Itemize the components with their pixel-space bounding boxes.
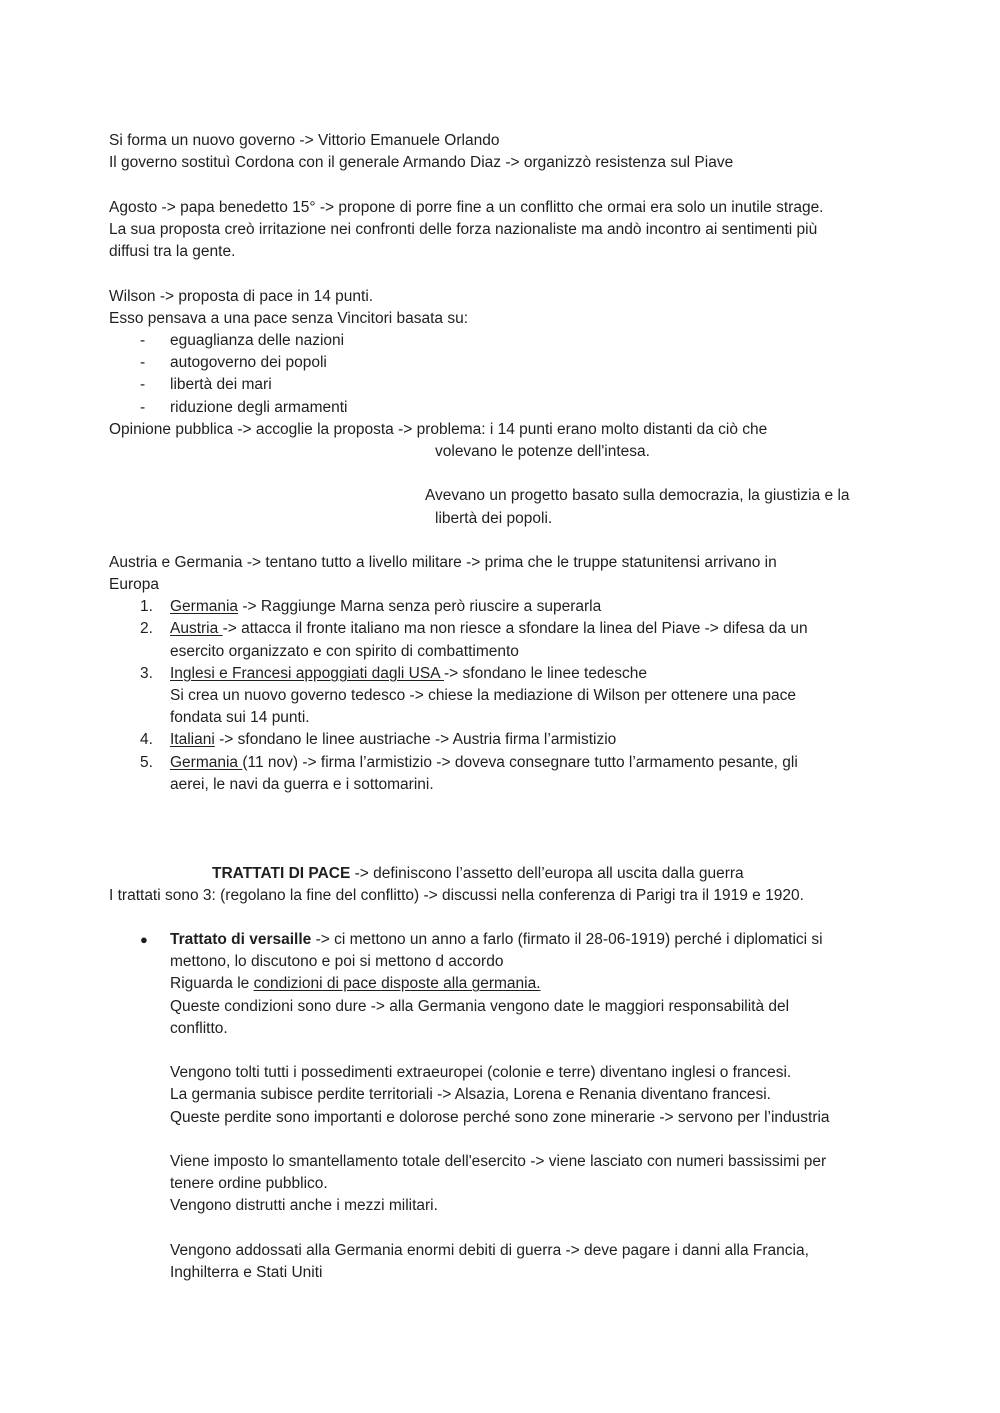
paragraph-pope-line2: La sua proposta creò irritazione nei confronti delle forza nazionaliste ma andò incontro ai sentimenti più bbox=[109, 221, 818, 238]
paragraph-austria-germania-line1: Austria e Germania -> tentano tutto a livello militare -> prima che le truppe statunitensi arrivano in bbox=[109, 554, 777, 571]
item-subject: Germania bbox=[170, 754, 243, 771]
versailles-line5: conflitto. bbox=[170, 1020, 228, 1037]
versailles-line13: Inghilterra e Stati Uniti bbox=[170, 1264, 323, 1281]
versailles-title: Trattato di versaille bbox=[170, 931, 312, 948]
numbered-item bbox=[170, 596, 601, 618]
list-number: 5. bbox=[140, 754, 153, 771]
list-item: autogoverno dei popoli bbox=[170, 354, 327, 371]
list-item: libertà dei mari bbox=[170, 376, 272, 393]
numbered-item-cont: Si crea un nuovo governo tedesco -> chiese la mediazione di Wilson per ottenere una pace bbox=[170, 687, 796, 704]
numbered-item bbox=[170, 729, 616, 751]
bullet-marker: ● bbox=[140, 932, 148, 947]
item-text: -> attacca il fronte italiano ma non riesce a sfondare la linea del Piave -> difesa da un bbox=[222, 620, 808, 637]
item-subject: Germania bbox=[170, 598, 239, 615]
paragraph-opinion: Opinione pubblica -> accoglie la proposta -> problema: i 14 punti erano molto distanti da ciò che bbox=[109, 421, 768, 438]
item-subject: Austria bbox=[170, 620, 223, 637]
versailles-line12: Vengono addossati alla Germania enormi debiti di guerra -> deve pagare i danni alla Francia, bbox=[170, 1242, 809, 1259]
dash-marker: - bbox=[140, 376, 146, 393]
dash-marker: - bbox=[140, 354, 146, 371]
heading-text: -> definiscono l’assetto dell’europa all uscita dalla guerra bbox=[350, 865, 744, 882]
versailles-line3 bbox=[170, 973, 541, 995]
list-number: 1. bbox=[140, 598, 153, 615]
paragraph-avevano: Avevano un progetto basato sulla democrazia, la giustizia e la bbox=[425, 487, 850, 504]
numbered-item-cont: esercito organizzato e con spirito di combattimento bbox=[170, 643, 519, 660]
versailles-text: Riguarda le bbox=[170, 975, 254, 992]
numbered-item-cont: aerei, le navi da guerra e i sottomarini. bbox=[170, 776, 434, 793]
numbered-item-cont: fondata sui 14 punti. bbox=[170, 709, 310, 726]
item-text: -> sfondano le linee austriache -> Austria firma l’armistizio bbox=[214, 731, 617, 748]
paragraph-avevano-cont: libertà dei popoli. bbox=[435, 510, 553, 527]
paragraph-austria-germania-line2: Europa bbox=[109, 576, 159, 593]
paragraph-diaz: Il governo sostituì Cordona con il generale Armando Diaz -> organizzò resistenza sul Piave bbox=[109, 154, 734, 171]
paragraph-wilson-line2: Esso pensava a una pace senza Vincitori basata su: bbox=[109, 310, 469, 327]
paragraph-new-government: Si forma un nuovo governo -> Vittorio Emanuele Orlando bbox=[109, 132, 500, 149]
versailles-line4: Queste condizioni sono dure -> alla Germania vengono date le maggiori responsabilità del bbox=[170, 998, 790, 1015]
versailles-text: -> ci mettono un anno a farlo (firmato il 28-06-1919) perché i diplomatici si bbox=[311, 931, 823, 948]
numbered-item bbox=[170, 618, 808, 640]
list-number: 3. bbox=[140, 665, 153, 682]
item-text: (11 nov) -> firma l’armistizio -> doveva consegnare tutto l’armamento pesante, gli bbox=[242, 754, 798, 771]
list-item: riduzione degli armamenti bbox=[170, 399, 348, 416]
versailles-line2: mettono, lo discutono e poi si mettono d accordo bbox=[170, 953, 504, 970]
paragraph-pope-line3: diffusi tra la gente. bbox=[109, 243, 236, 260]
versailles-underlined: condizioni di pace disposte alla germania. bbox=[253, 975, 541, 992]
versailles-line1 bbox=[170, 929, 823, 951]
versailles-line9: Viene imposto lo smantellamento totale dell'esercito -> viene lasciato con numeri bassissimi per bbox=[170, 1153, 827, 1170]
versailles-line11: Vengono distrutti anche i mezzi militari. bbox=[170, 1197, 438, 1214]
paragraph-trattati-intro: I trattati sono 3: (regolano la fine del conflitto) -> discussi nella conferenza di Parigi tra il 1919 e 1920. bbox=[109, 887, 804, 904]
paragraph-pope-line1: Agosto -> papa benedetto 15° -> propone di porre fine a un conflitto che ormai era solo un inutile strage. bbox=[109, 199, 824, 216]
item-subject: Italiani bbox=[170, 731, 215, 748]
numbered-item bbox=[170, 663, 647, 685]
list-item: eguaglianza delle nazioni bbox=[170, 332, 345, 349]
dash-marker: - bbox=[140, 332, 146, 349]
item-text: -> Raggiunge Marna senza però riuscire a superarla bbox=[238, 598, 602, 615]
list-number: 4. bbox=[140, 731, 153, 748]
versailles-line6: Vengono tolti tutti i possedimenti extraeuropei (colonie e terre) diventano inglesi o francesi. bbox=[170, 1064, 792, 1081]
item-subject: Inglesi e Francesi appoggiati dagli USA bbox=[170, 665, 444, 682]
versailles-line7: La germania subisce perdite territoriali -> Alsazia, Lorena e Renania diventano francesi. bbox=[170, 1086, 771, 1103]
versailles-line10: tenere ordine pubblico. bbox=[170, 1175, 328, 1192]
section-heading bbox=[212, 863, 744, 885]
item-text: -> sfondano le linee tedesche bbox=[444, 665, 647, 682]
paragraph-opinion-cont: volevano le potenze dell'intesa. bbox=[435, 443, 650, 460]
paragraph-wilson-line1: Wilson -> proposta di pace in 14 punti. bbox=[109, 288, 374, 305]
list-number: 2. bbox=[140, 620, 153, 637]
dash-marker: - bbox=[140, 399, 146, 416]
versailles-line8: Queste perdite sono importanti e dolorose perché sono zone minerarie -> servono per l’industria bbox=[170, 1109, 830, 1126]
numbered-item bbox=[170, 752, 798, 774]
heading-bold: TRATTATI DI PACE bbox=[212, 865, 351, 882]
